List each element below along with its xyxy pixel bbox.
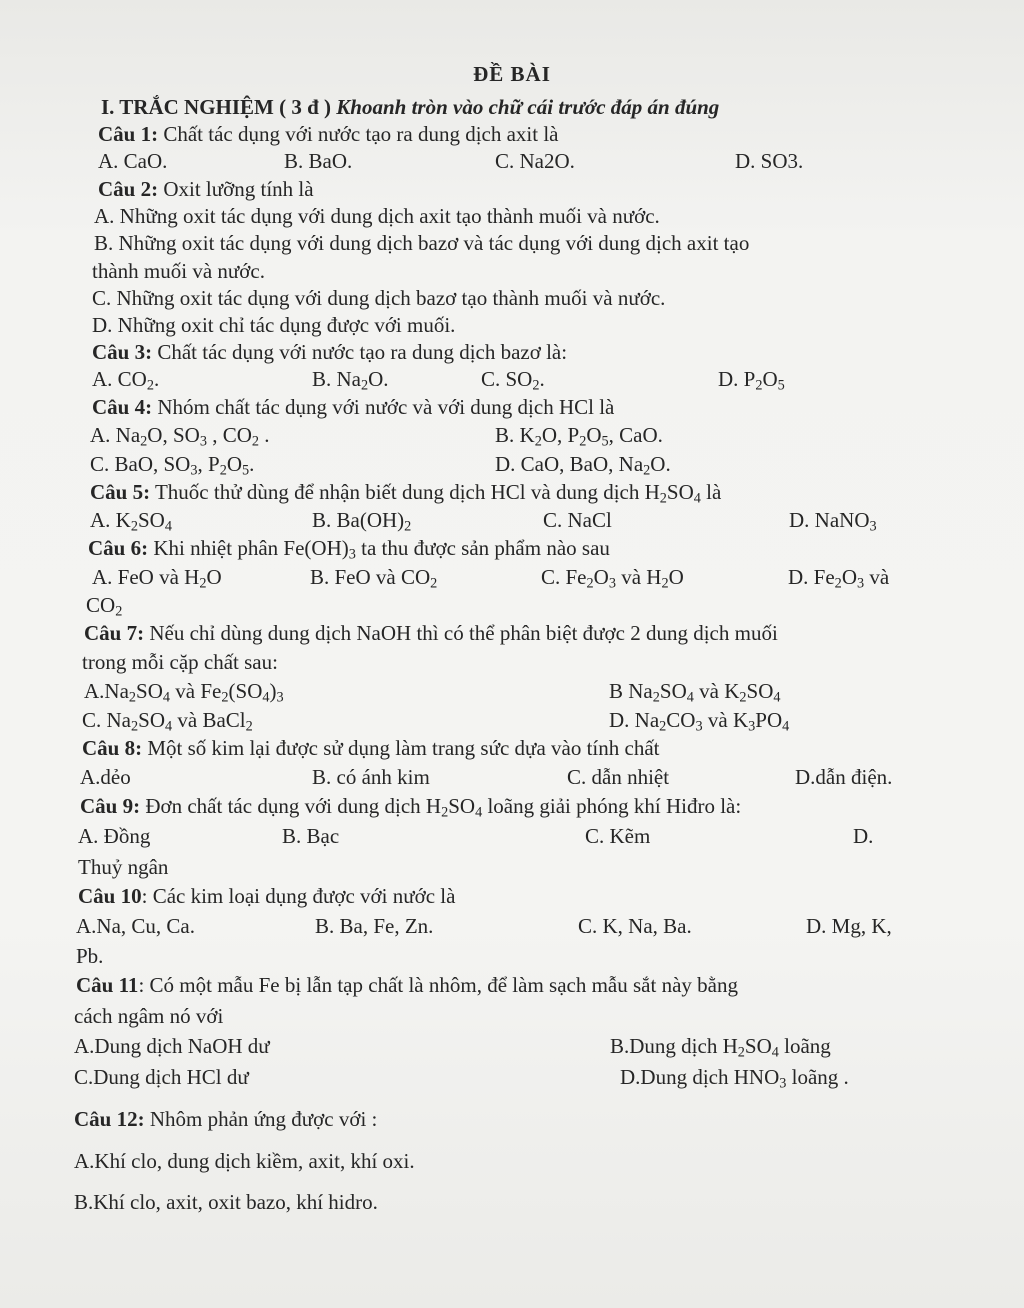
question-text: Nếu chỉ dùng dung dịch NaOH thì có thể phân biệt được 2 dung dịch muối — [149, 621, 778, 645]
question-7-options-row2 — [0, 705, 1024, 735]
question-12-option-b — [0, 1187, 1024, 1217]
question-4 — [0, 392, 1024, 422]
option-d[interactable]: D.dẫn điện. — [795, 765, 893, 789]
question-text: Câu 5: Thuốc thử dùng để nhận biết dung dịch HCl và dung dịch $H_2SO_4$ là — [90, 480, 722, 507]
question-label: Câu 7: — [84, 621, 145, 645]
option-b[interactable]: B. Bạc — [282, 824, 340, 848]
question-10-options — [0, 911, 1024, 941]
question-9 — [0, 791, 1024, 821]
option-c[interactable]: C. NaCl — [543, 508, 612, 532]
option-a[interactable]: A.Khí clo, dung dịch kiềm, axit, khí oxi. — [74, 1149, 415, 1173]
section-header — [0, 92, 1024, 122]
question-6-options — [0, 562, 1024, 592]
option-d[interactable]: D. CaO, BaO, $Na_2O$. — [495, 452, 671, 479]
option-c[interactable]: C. $SO_2$. — [481, 367, 545, 394]
option-c[interactable]: C. Những oxit tác dụng với dung dịch bazơ tạo thành muối và nước. — [92, 286, 666, 310]
question-text: : Các kim loại dụng được với nước là — [141, 884, 456, 908]
option-c[interactable]: C. $Fe_2O_3$ và $H_2O$ — [541, 565, 684, 592]
question-text: Nhóm chất tác dụng với nước và với dung dịch HCl là — [157, 395, 615, 419]
question-6 — [0, 533, 1024, 563]
option-d[interactable]: D. Mg, K, — [806, 914, 892, 938]
option-c[interactable]: C. dẫn nhiệt — [567, 765, 670, 789]
option-d[interactable]: D. $Na_2CO_3$ và $K_3PO_4$ — [609, 708, 790, 735]
question-5 — [0, 477, 1024, 507]
question-4-options-row2 — [0, 449, 1024, 479]
option-a[interactable]: A. $Na_2O$, $SO_3$ , $CO_2$ . — [90, 423, 270, 450]
page-title: ĐỀ BÀI — [473, 62, 551, 86]
option-d-continuation: $CO_2$ — [86, 593, 123, 620]
question-label: Câu 2: — [98, 177, 159, 201]
question-text-continuation: trong mỗi cặp chất sau: — [82, 650, 278, 674]
question-text: Câu 6: Khi nhiệt phân $Fe(OH)_3$ ta thu được sản phẩm nào sau — [88, 536, 610, 563]
question-2-option-c — [0, 283, 1024, 313]
question-text: Chất tác dụng với nước tạo ra dung dịch axit là — [163, 122, 559, 146]
option-d[interactable]: D. $P_2O_5$ — [718, 367, 785, 394]
option-a[interactable]: A.Dung dịch NaOH dư — [74, 1034, 270, 1058]
option-b[interactable]: B. $K_2O$, $P_2O_5$, CaO. — [495, 423, 663, 450]
question-11 — [0, 970, 1024, 1000]
option-b[interactable]: B.Dung dịch $H_2SO_4$ loãng — [610, 1034, 831, 1061]
option-d[interactable]: D. Những oxit chỉ tác dụng được với muối. — [92, 313, 456, 337]
question-2 — [0, 174, 1024, 204]
option-a[interactable]: A. Đồng — [78, 824, 151, 848]
option-c[interactable]: C. $Na_2SO_4$ và BaCl$_2$ — [82, 708, 253, 735]
option-c[interactable]: C. K, Na, Ba. — [578, 914, 692, 938]
question-label: Câu 8: — [82, 736, 143, 760]
option-b[interactable]: B. BaO. — [284, 149, 353, 173]
question-label: Câu 10 — [78, 884, 142, 908]
question-2-option-b — [0, 228, 1024, 258]
question-11-options-row1 — [0, 1031, 1024, 1061]
option-b[interactable]: B. Ba, Fe, Zn. — [315, 914, 434, 938]
question-7 — [0, 618, 1024, 648]
option-d[interactable]: D. $Fe_2O_3$ và — [788, 565, 890, 592]
question-label: Câu 12: — [74, 1107, 145, 1131]
option-b[interactable]: B $Na_2SO_4$ và $K_2SO_4$ — [609, 679, 781, 706]
question-text: Một số kim lại được sử dụng làm trang sức dựa vào tính chất — [147, 736, 660, 760]
question-3 — [0, 337, 1024, 367]
section-instruction: Khoanh tròn vào chữ cái trước đáp án đúng — [336, 95, 720, 119]
option-b[interactable]: B. $Na_2O$. — [312, 367, 389, 394]
question-9-option-d-cont — [0, 852, 1024, 882]
option-c[interactable]: C. Na2O. — [495, 149, 575, 173]
option-b[interactable]: B. có ánh kim — [312, 765, 430, 789]
option-a[interactable]: A.Na, Cu, Ca. — [76, 914, 195, 938]
option-d[interactable]: D. SO3. — [735, 149, 804, 173]
question-text: : Có một mẫu Fe bị lẫn tạp chất là nhôm, để làm sạch mẫu sắt này bằng — [138, 973, 738, 997]
option-a[interactable]: A. $CO_2$. — [92, 367, 160, 394]
question-text-continuation: cách ngâm nó với — [74, 1004, 224, 1028]
question-text: Nhôm phản ứng được với : — [149, 1107, 378, 1131]
option-d-continuation: Thuỷ ngân — [78, 855, 169, 879]
question-1 — [0, 119, 1024, 149]
question-11-cont — [0, 1001, 1024, 1031]
question-2-option-a — [0, 201, 1024, 231]
option-a[interactable]: A. Những oxit tác dụng với dung dịch axit tạo thành muối và nước. — [94, 204, 660, 228]
question-9-options — [0, 821, 1024, 851]
option-a[interactable]: $A.Na_2SO_4$ và $Fe_2(SO_4)_3$ — [84, 679, 284, 706]
option-d[interactable]: D. — [853, 824, 874, 848]
option-a[interactable]: A. $K_2SO_4$ — [90, 508, 172, 535]
question-10-option-d-cont — [0, 941, 1024, 971]
section-heading: I. TRẮC NGHIỆM ( 3 đ ) — [101, 95, 332, 119]
question-7-cont — [0, 647, 1024, 677]
option-d-continuation: Pb. — [76, 944, 104, 968]
question-12 — [0, 1104, 1024, 1134]
question-4-options-row1 — [0, 420, 1024, 450]
question-text: Câu 9: Đơn chất tác dụng với dung dịch $H_2SO_4$ loãng giải phóng khí Hiđro là: — [80, 794, 742, 821]
question-1-options — [0, 146, 1024, 176]
question-12-option-a — [0, 1146, 1024, 1176]
question-label: Câu 4: — [92, 395, 153, 419]
option-a[interactable]: A. CaO. — [98, 149, 168, 173]
question-3-options — [0, 364, 1024, 394]
question-label: Câu 1: — [98, 122, 159, 146]
question-5-options — [0, 505, 1024, 535]
option-c[interactable]: C.Dung dịch HCl dư — [74, 1065, 249, 1089]
question-label: Câu 11 — [76, 973, 139, 997]
option-b-continuation: thành muối và nước. — [92, 259, 265, 283]
question-11-options-row2 — [0, 1062, 1024, 1092]
question-6-option-d-cont — [0, 590, 1024, 620]
option-b[interactable]: B. Những oxit tác dụng với dung dịch bazơ và tác dụng với dung dịch axit tạo — [94, 231, 750, 255]
option-c[interactable]: C. Kẽm — [585, 824, 651, 848]
question-2-option-b-cont — [0, 256, 1024, 286]
option-d[interactable]: D. NaNO$_3$ — [789, 508, 877, 535]
question-8-options — [0, 762, 1024, 792]
option-a[interactable]: A.dẻo — [80, 765, 131, 789]
option-b[interactable]: B. $Ba(OH)_2$ — [312, 508, 412, 535]
question-2-option-d — [0, 310, 1024, 340]
question-text: Oxit lưỡng tính là — [163, 177, 314, 201]
question-10 — [0, 881, 1024, 911]
option-c[interactable]: C. BaO, $SO_3$, $P_2O_5$. — [90, 452, 255, 479]
option-b[interactable]: B. FeO và $CO_2$ — [310, 565, 438, 592]
question-label: Câu 3: — [92, 340, 153, 364]
question-8 — [0, 733, 1024, 763]
question-7-options-row1 — [0, 676, 1024, 706]
option-a[interactable]: A. FeO và $H_2O$ — [92, 565, 222, 592]
option-d[interactable]: D.Dung dịch $HNO_3$ loãng . — [620, 1065, 849, 1092]
question-text: Chất tác dụng với nước tạo ra dung dịch bazơ là: — [157, 340, 568, 364]
option-b[interactable]: B.Khí clo, axit, oxit bazo, khí hidro. — [74, 1190, 378, 1214]
